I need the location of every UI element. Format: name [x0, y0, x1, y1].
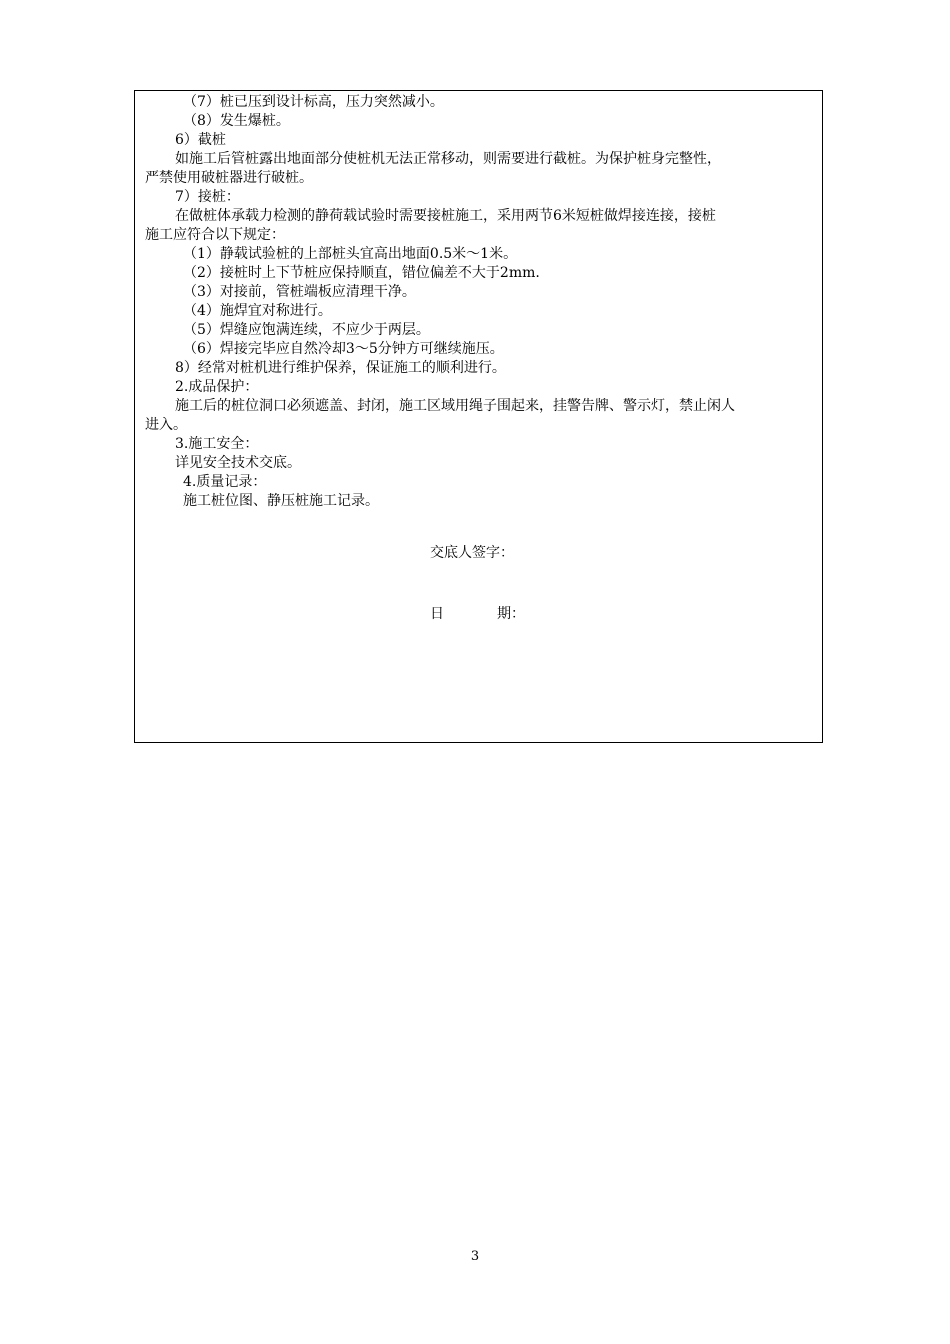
signature-label: 交底人签字： [430, 545, 514, 561]
text-line: 如施工后管桩露出地面部分使桩机无法正常移动，则需要进行截桩。为保护桩身完整性， [175, 151, 721, 167]
date-label-period: 期： [497, 606, 525, 622]
text-line: 严禁使用破桩器进行破桩。 [145, 170, 313, 186]
text-line: 在做桩体承载力检测的静荷载试验时需要接桩施工，采用两节6米短桩做焊接连接，接桩 [175, 208, 716, 224]
text-line: （8）发生爆桩。 [183, 113, 290, 129]
text-line: 施工后的桩位洞口必须遮盖、封闭，施工区域用绳子围起来，挂警告牌、警示灯，禁止闲人 [175, 398, 735, 414]
text-line: （2）接桩时上下节桩应保持顺直，错位偏差不大于2mm. [183, 265, 540, 281]
text-line: （5）焊缝应饱满连续，不应少于两层。 [183, 322, 430, 338]
text-line: （6）焊接完毕应自然冷却3～5分钟方可继续施压。 [183, 341, 504, 357]
text-line: 8）经常对桩机进行维护保养，保证施工的顺利进行。 [175, 360, 506, 376]
text-line: （4）施焊宜对称进行。 [183, 303, 332, 319]
text-line: 4.质量记录： [183, 474, 267, 490]
text-line: 施工应符合以下规定： [145, 227, 285, 243]
text-line: 6）截桩 [175, 132, 226, 148]
text-line: （1）静载试验桩的上部桩头宜高出地面0.5米～1米。 [183, 246, 518, 262]
text-line: 施工桩位图、静压桩施工记录。 [183, 493, 379, 509]
text-line: 详见安全技术交底。 [175, 455, 301, 471]
date-label-day: 日 [430, 606, 444, 622]
text-line: （7）桩已压到设计标高，压力突然减小。 [183, 94, 444, 110]
text-line: 进入。 [145, 417, 187, 433]
text-line: 2.成品保护： [175, 379, 259, 395]
text-line: （3）对接前，管桩端板应清理干净。 [183, 284, 416, 300]
text-line: 7）接桩： [175, 189, 240, 205]
page-number: 3 [470, 1249, 480, 1264]
text-line: 3.施工安全： [175, 436, 259, 452]
